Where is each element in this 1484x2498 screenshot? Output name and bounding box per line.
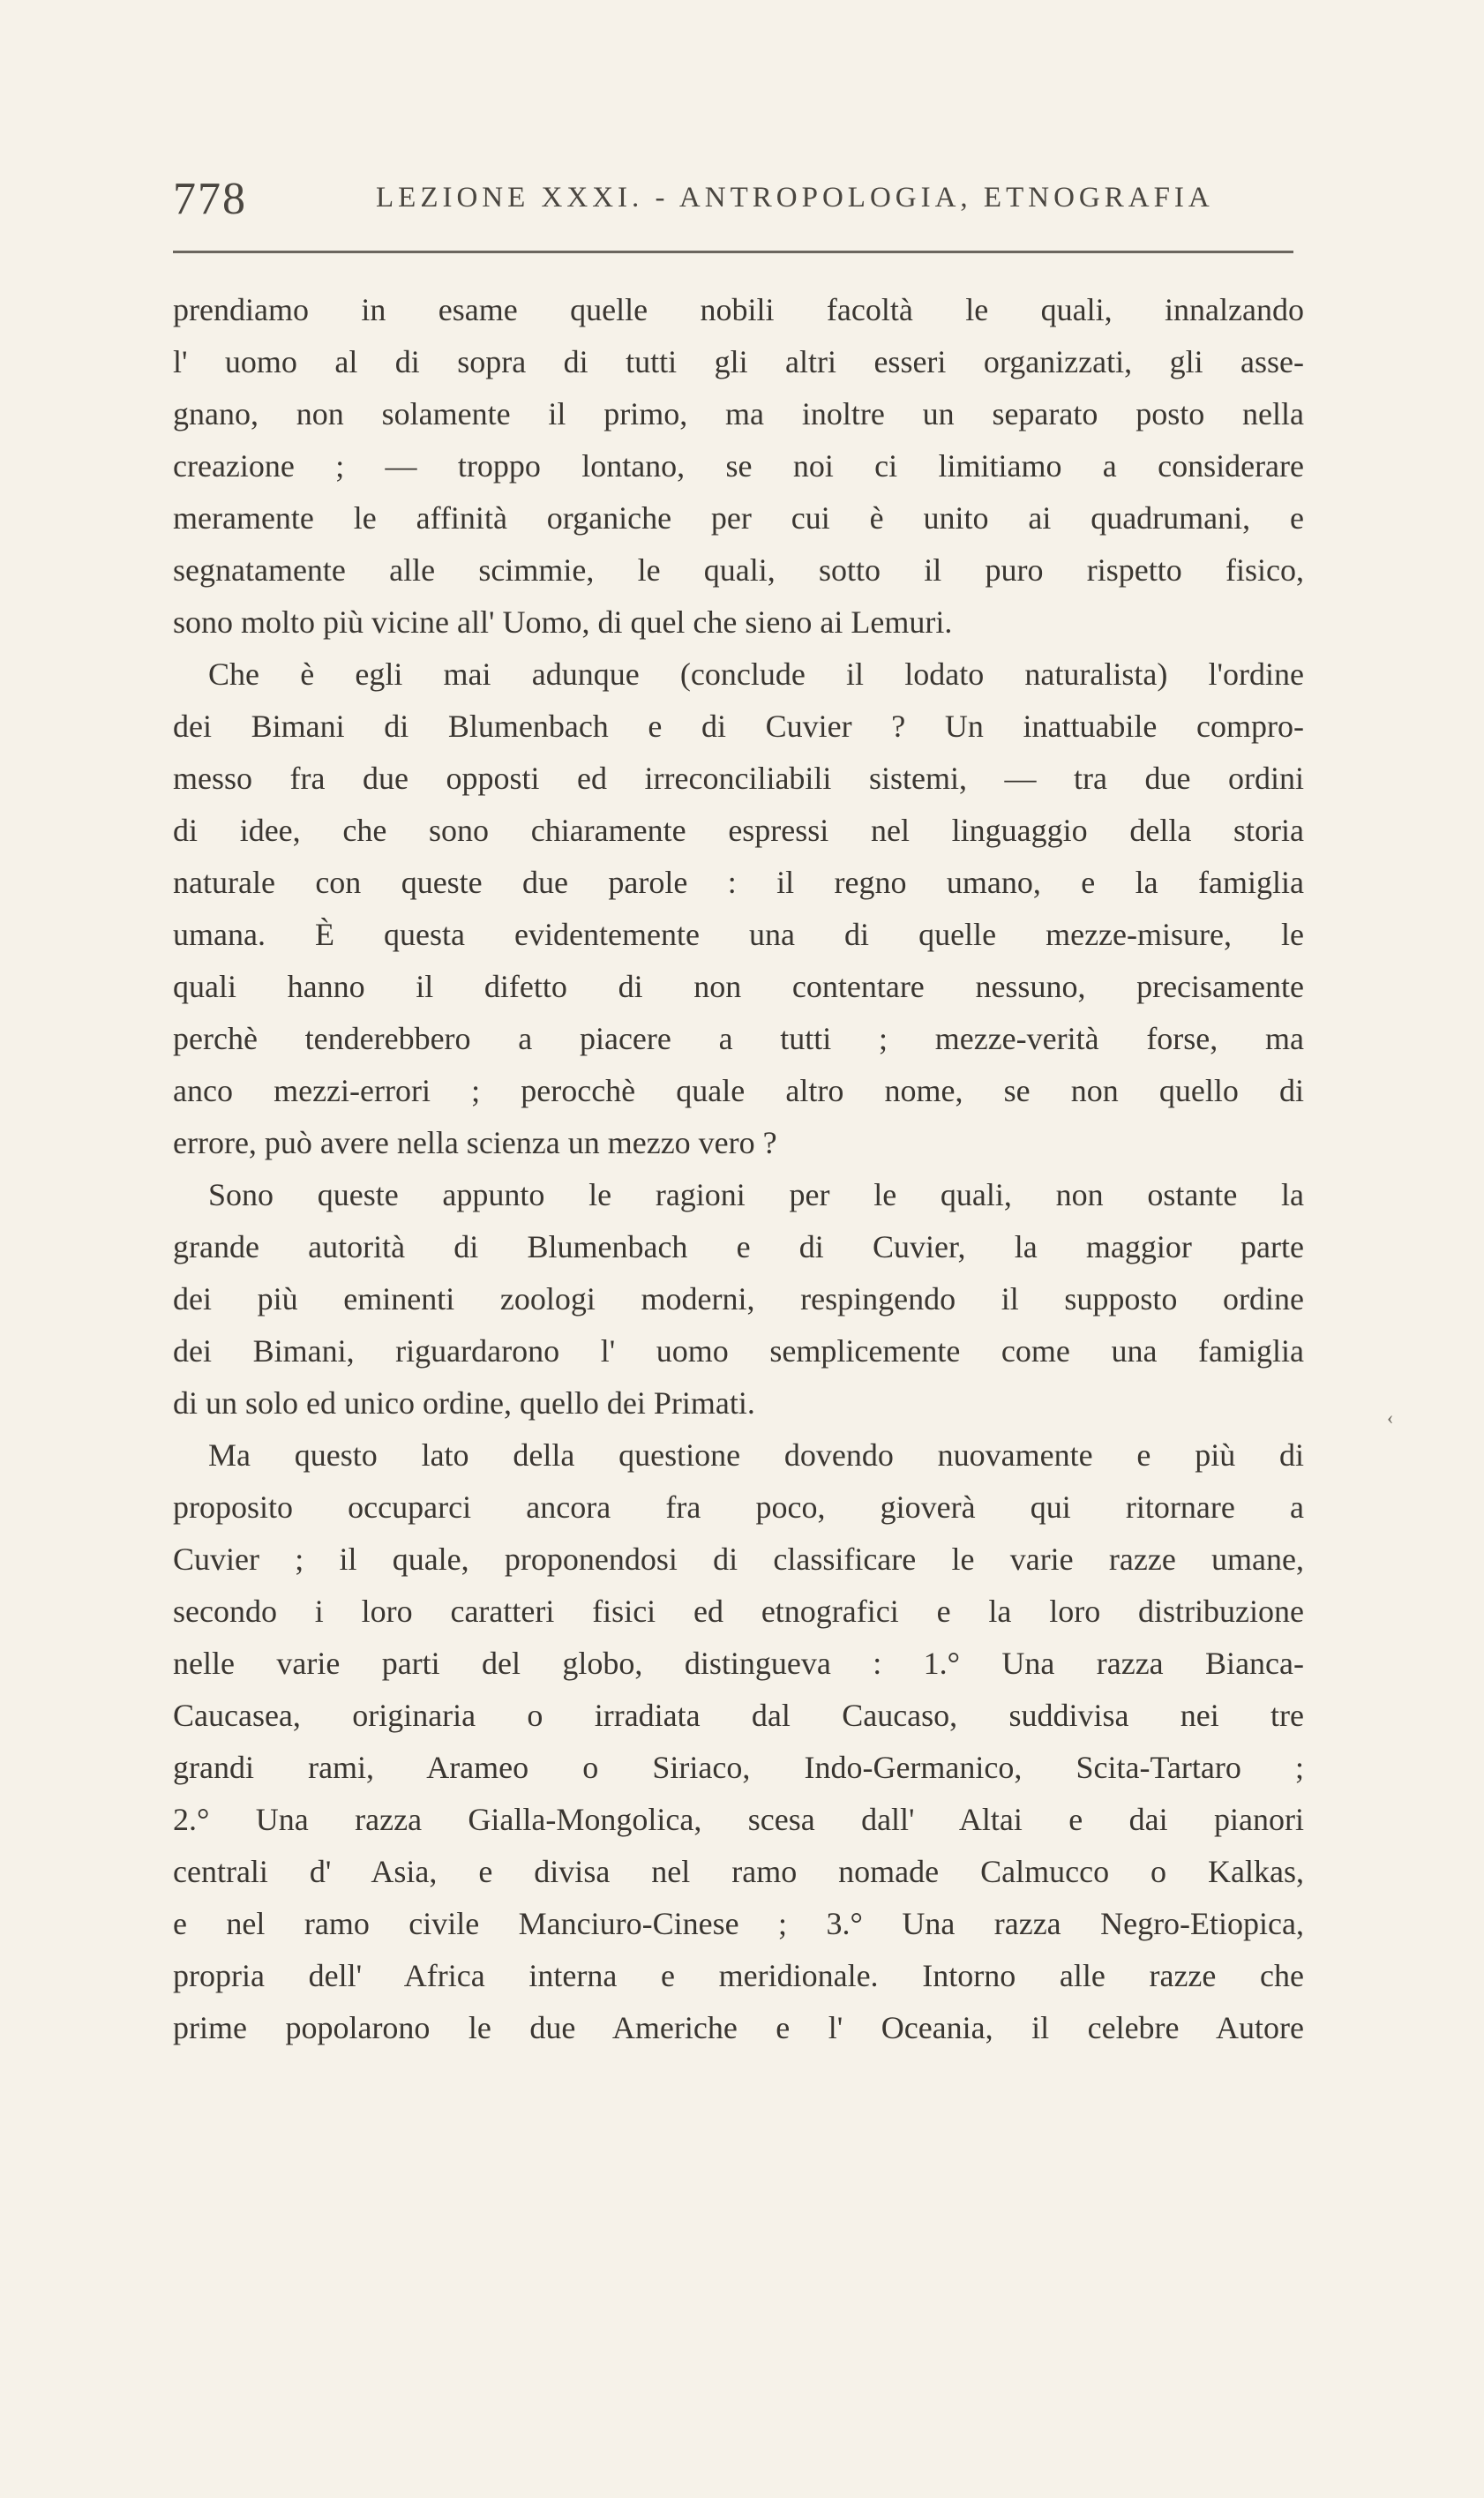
text-line: errore, può avere nella scienza un mezzo vero ? [173, 1125, 777, 1160]
text-line: Cuvier ; il quale, proponendosi di classificare le varie razze umane, [173, 1542, 1304, 1577]
text-line: propria dell' Africa interna e meridionale. Intorno alle razze che [173, 1958, 1304, 1993]
text-line: centrali d' Asia, e divisa nel ramo nomade Calmucco o Kalkas, [173, 1854, 1304, 1889]
text-line: 2.° Una razza Gialla-Mongolica, scesa dall' Altai e dai pianori [173, 1802, 1304, 1837]
text-line: Caucasea, originaria o irradiata dal Caucaso, suddivisa nei tre [173, 1698, 1304, 1733]
page-number: 778 [173, 174, 247, 224]
header-rule [173, 251, 1293, 253]
text-line: Ma questo lato della questione dovendo nuovamente e più di [208, 1437, 1304, 1473]
text-line: secondo i loro caratteri fisici ed etnografici e la loro distribuzione [173, 1594, 1304, 1629]
text-line: grande autorità di Blumenbach e di Cuvier, la maggior parte [173, 1229, 1304, 1264]
text-line: nelle varie parti del globo, distingueva : 1.° Una razza Bianca- [173, 1646, 1304, 1681]
body-text [173, 284, 1304, 2054]
text-line: creazione ; — troppo lontano, se noi ci limitiamo a considerare [173, 448, 1304, 484]
text-line: dei Bimani di Blumenbach e di Cuvier ? Un inattuabile compro- [173, 709, 1304, 744]
margin-mark: ‹ [1387, 1407, 1394, 1429]
text-line: anco mezzi-errori ; perocchè quale altro nome, se non quello di [173, 1073, 1304, 1108]
text-line: naturale con queste due parole : il regno umano, e la famiglia [173, 865, 1304, 900]
text-line: grandi rami, Arameo o Siriaco, Indo-Germanico, Scita-Tartaro ; [173, 1750, 1304, 1785]
text-line: dei Bimani, riguardarono l' uomo semplicemente come una famiglia [173, 1333, 1304, 1369]
text-line: e nel ramo civile Manciuro-Cinese ; 3.° Una razza Negro-Etiopica, [173, 1906, 1304, 1941]
text-line: di idee, che sono chiaramente espressi nel linguaggio della storia [173, 813, 1304, 848]
text-line: Sono queste appunto le ragioni per le quali, non ostante la [208, 1177, 1304, 1212]
text-line: sono molto più vicine all' Uomo, di quel che sieno ai Lemuri. [173, 604, 953, 640]
text-line: proposito occuparci ancora fra poco, gioverà qui ritornare a [173, 1489, 1304, 1525]
text-line: meramente le affinità organiche per cui è unito ai quadrumani, e [173, 500, 1304, 536]
text-line: l' uomo al di sopra di tutti gli altri esseri organizzati, gli asse- [173, 344, 1304, 379]
text-line: prime popolarono le due Americhe e l' Oceania, il celebre Autore [173, 2010, 1304, 2045]
text-line: prendiamo in esame quelle nobili facoltà le quali, innalzando [173, 292, 1304, 327]
text-line: di un solo ed unico ordine, quello dei Primati. [173, 1385, 755, 1421]
text-line: segnatamente alle scimmie, le quali, sotto il puro rispetto fisico, [173, 552, 1304, 588]
text-line: umana. È questa evidentemente una di quelle mezze-misure, le [173, 917, 1304, 952]
text-line: perchè tenderebbero a piacere a tutti ; mezze-verità forse, ma [173, 1021, 1304, 1056]
text-line: messo fra due opposti ed irreconciliabili sistemi, — tra due ordini [173, 761, 1304, 796]
text-line: gnano, non solamente il primo, ma inoltre un separato posto nella [173, 396, 1304, 431]
text-line: dei più eminenti zoologi moderni, respingendo il supposto ordine [173, 1281, 1304, 1317]
running-title: LEZIONE XXXI. - ANTROPOLOGIA, ETNOGRAFIA [376, 182, 1214, 214]
text-line: Che è egli mai adunque (conclude il lodato naturalista) l'ordine [208, 656, 1304, 692]
text-line: quali hanno il difetto di non contentare nessuno, precisamente [173, 969, 1304, 1004]
page-header [173, 173, 1293, 222]
